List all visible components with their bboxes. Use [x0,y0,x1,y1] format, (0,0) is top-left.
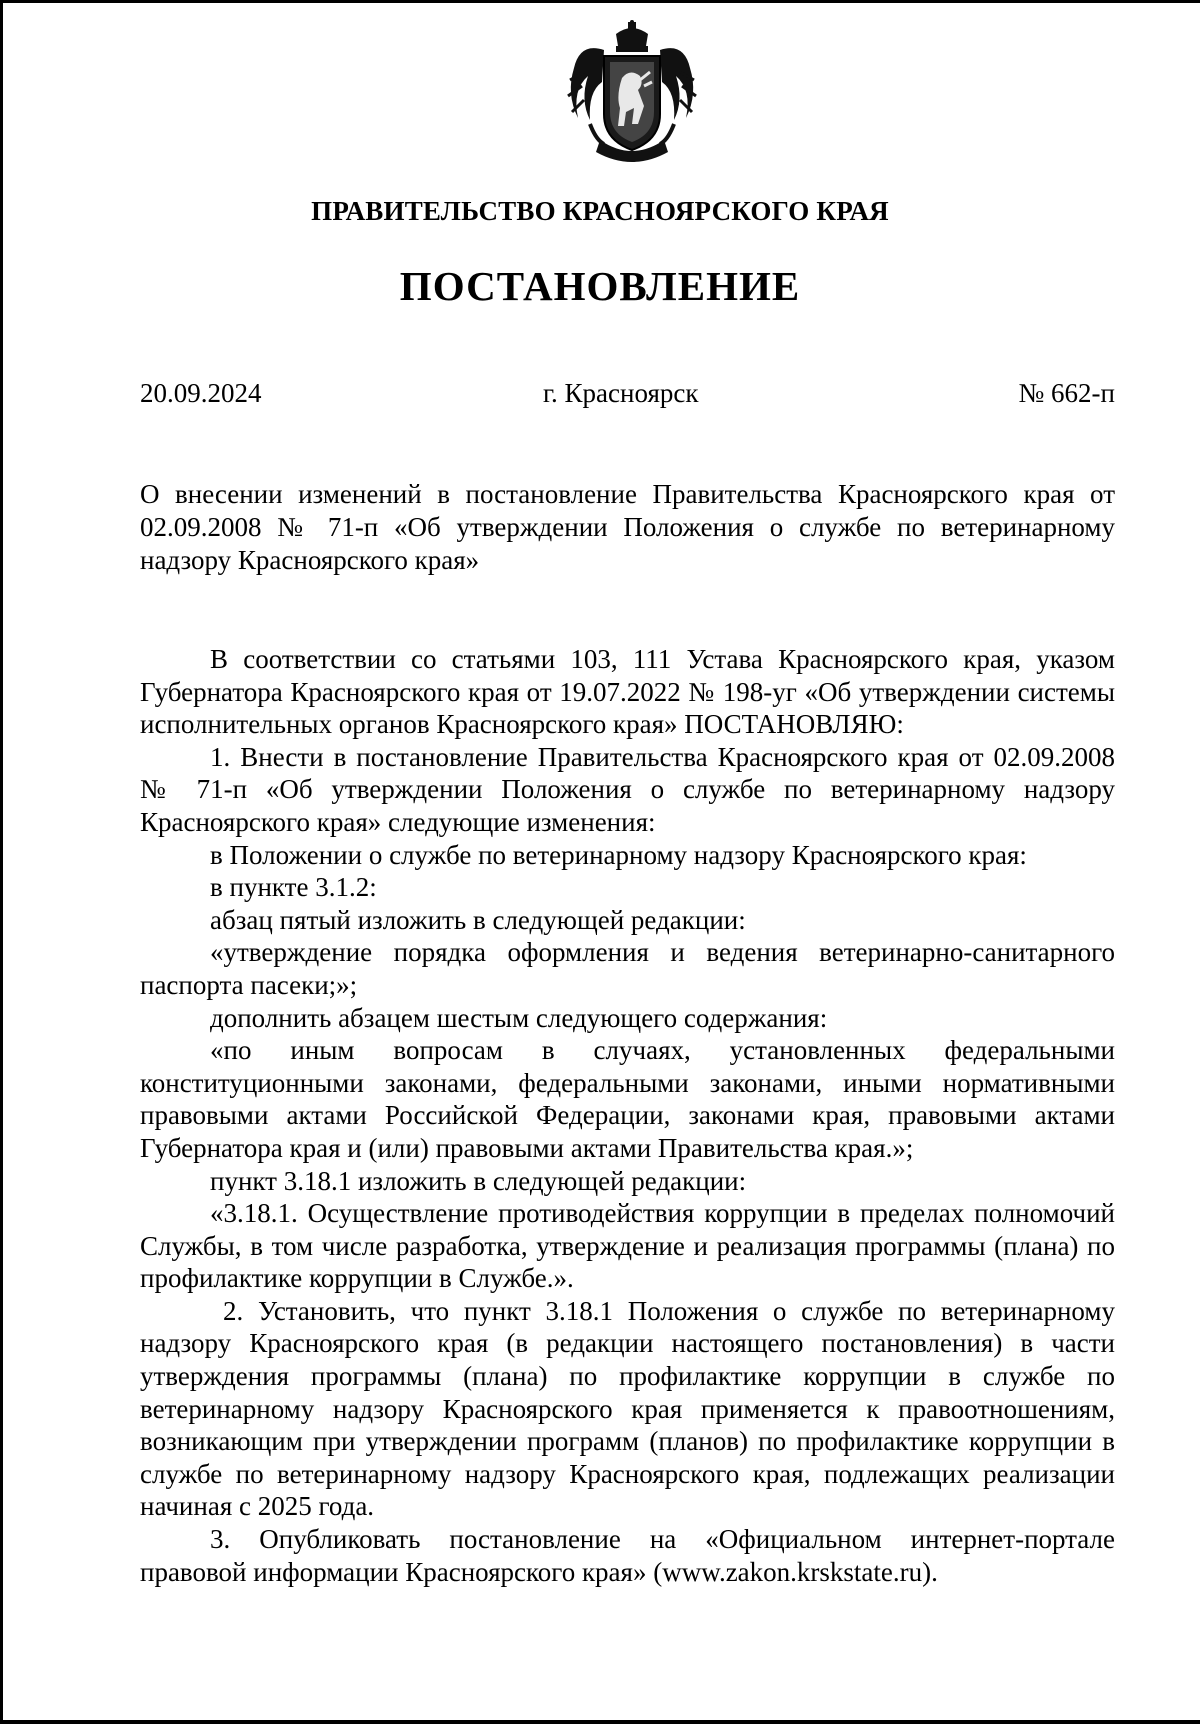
document-subject: О внесении изменений в постановление Правительства Красноярского края от 02.09.2008 № 71-п «Об утверждении Положения о службе по ветеринарному надзору Красноярского края» [140,479,1115,575]
document-body [140,643,1115,1588]
document-date: 20.09.2024 [140,378,262,408]
body-paragraph: 3. Опубликовать постановление на «Официальном интернет-портале правовой информации Красноярского края» (www.zakon.krskstate.ru). [140,1524,1115,1587]
body-paragraph: в Положении о службе по ветеринарному надзору Красноярского края: [210,839,1027,870]
document-type-title: ПОСТАНОВЛЕНИЕ [399,263,801,309]
body-paragraph: «3.18.1. Осуществление противодействия коррупции в пределах полномочий Службы, в том числе разработка, утверждение и реализация программы (плана) по профилактике коррупции в Службе.». [140,1198,1115,1294]
body-paragraph: 2. Установить, что пункт 3.18.1 Положения о службе по ветеринарному надзору Красноярского края (в редакции настоящего постановления) в части утверждения программы (плана) по профилактике коррупции в службе по ветеринарному надзору Красноярского края применяется к правоотношениям, возникающим при утверждении программ (планов) по профилактике коррупции в службе по ветеринарному надзору Красноярского края, подлежащих реализации начиная с 2025 года. [140,1295,1115,1522]
organization-name: ПРАВИТЕЛЬСТВО КРАСНОЯРСКОГО КРАЯ [311,196,889,226]
body-paragraph: пункт 3.18.1 изложить в следующей редакции: [210,1165,747,1196]
scan-edge-bottom [0,1720,1200,1724]
document-city: г. Красноярск [543,378,699,408]
scan-edge-top [0,0,1200,3]
body-paragraph: В соответствии со статьями 103, 111 Устава Красноярского края, указом Губернатора Красноярского края от 19.07.2022 № 198-уг «Об утверждении системы исполнительных органов Красноярского края» ПОСТАНОВЛЯЮ: [140,644,1115,740]
body-paragraph: «по иным вопросам в случаях, установленных федеральными конституционными законами, федеральными законами, иными нормативными правовыми актами Российской Федерации, законами края, правовыми актами Губернатора края и (или) правовыми актами Правительства края.»; [140,1035,1115,1163]
body-paragraph: абзац пятый изложить в следующей редакции: [210,904,746,935]
coat-of-arms-icon [560,20,704,170]
document-meta-row [140,378,1115,414]
body-paragraph: «утверждение порядка оформления и ведения ветеринарно-санитарного паспорта пасеки;»; [140,937,1115,1000]
document-number: № 662-п [1018,378,1115,408]
body-paragraph: 1. Внести в постановление Правительства Красноярского края от 02.09.2008 № 71-п «Об утверждении Положения о службе по ветеринарному надзору Красноярского края» следующие изменения: [140,741,1115,837]
body-paragraph: в пункте 3.1.2: [210,872,377,903]
body-paragraph: дополнить абзацем шестым следующего содержания: [210,1002,828,1033]
scan-edge-left [0,0,3,1724]
